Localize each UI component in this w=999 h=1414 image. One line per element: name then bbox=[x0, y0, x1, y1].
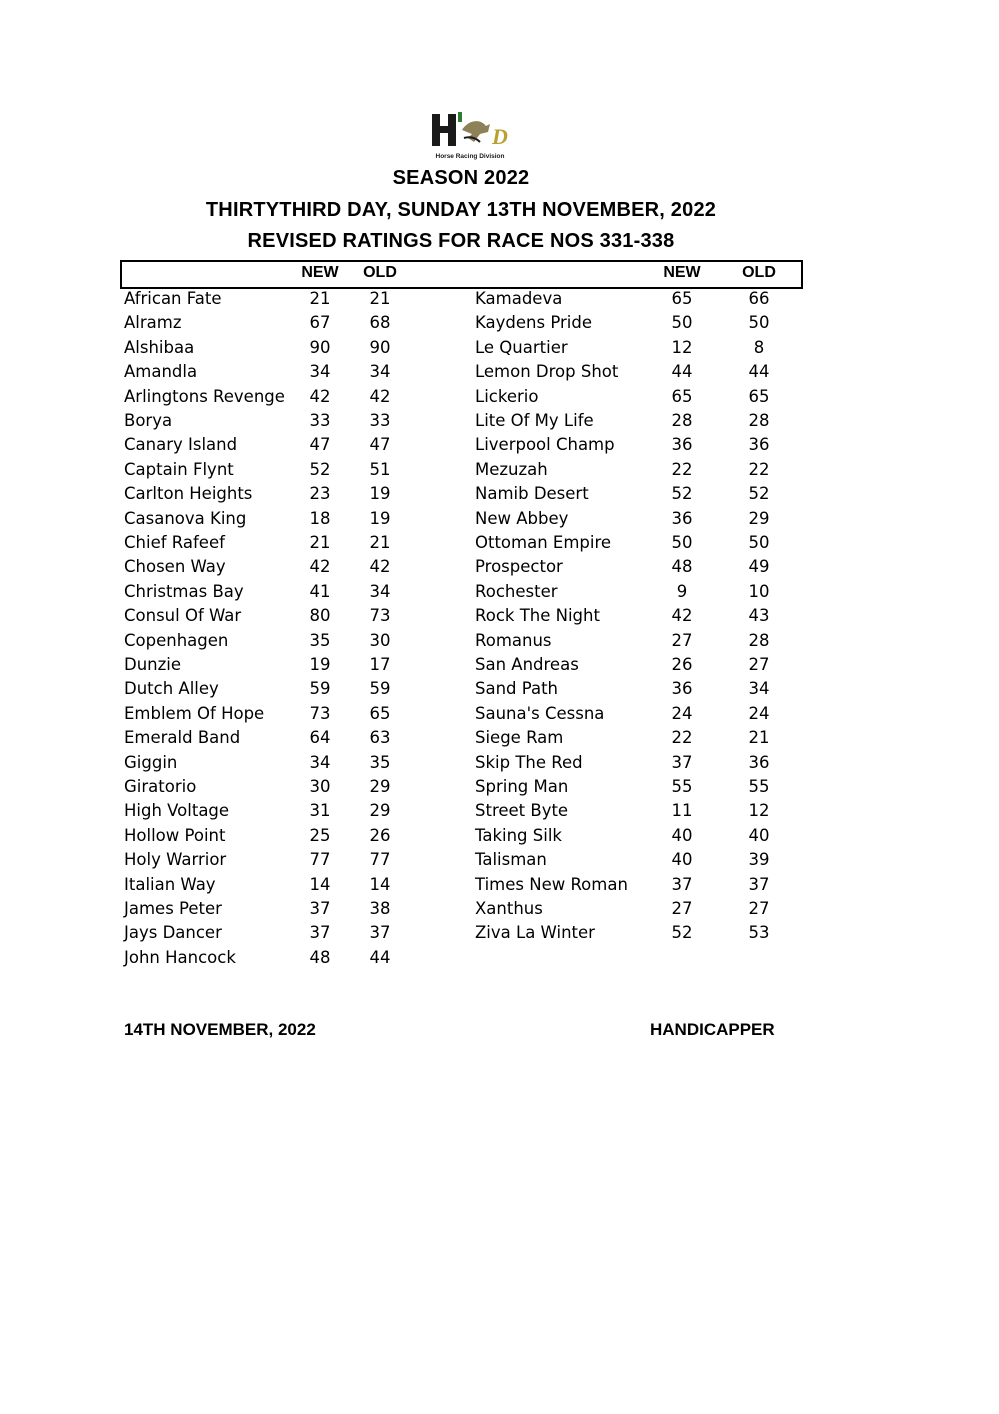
old-rating: 47 bbox=[369, 435, 391, 455]
horse-name: Chief Rafeef bbox=[124, 533, 225, 552]
table-row bbox=[475, 726, 805, 750]
new-rating: 25 bbox=[309, 825, 331, 845]
horse-name: Spring Man bbox=[475, 777, 569, 796]
table-row bbox=[124, 799, 454, 823]
new-rating: 48 bbox=[309, 947, 331, 967]
horse-name: Consul Of War bbox=[124, 606, 242, 626]
old-rating: 30 bbox=[369, 630, 391, 650]
horse-name: Le Quartier bbox=[475, 337, 568, 357]
horse-name: Copenhagen bbox=[124, 630, 229, 650]
horse-name: Captain Flynt bbox=[124, 459, 234, 479]
new-rating: 27 bbox=[671, 630, 693, 650]
new-rating: 24 bbox=[671, 703, 693, 723]
table-row bbox=[475, 677, 805, 701]
new-rating: 48 bbox=[671, 557, 693, 577]
table-row bbox=[475, 897, 805, 921]
horse-name: Emerald Band bbox=[124, 728, 241, 748]
new-rating: 21 bbox=[309, 533, 331, 552]
old-rating: 73 bbox=[369, 606, 391, 626]
old-rating: 90 bbox=[369, 337, 391, 357]
horse-name: Xanthus bbox=[475, 899, 543, 918]
old-rating: 55 bbox=[748, 777, 770, 796]
new-rating: 19 bbox=[309, 655, 331, 674]
horse-name: Carlton Heights bbox=[124, 484, 253, 504]
old-rating: 21 bbox=[369, 533, 391, 552]
old-rating: 12 bbox=[748, 801, 770, 821]
new-rating: 35 bbox=[309, 630, 331, 650]
right-new-header: NEW bbox=[663, 264, 701, 281]
table-row bbox=[124, 824, 454, 848]
horse-name: San Andreas bbox=[475, 655, 579, 674]
new-rating: 42 bbox=[309, 386, 331, 406]
table-row bbox=[475, 531, 805, 555]
table-row bbox=[475, 409, 805, 433]
logo-caption: Horse Racing Division bbox=[435, 153, 505, 160]
table-row bbox=[124, 677, 454, 701]
new-rating: 36 bbox=[671, 508, 693, 528]
old-rating: 38 bbox=[369, 899, 391, 918]
old-rating: 44 bbox=[369, 947, 391, 967]
old-rating: 63 bbox=[369, 728, 391, 748]
horse-name: Alshibaa bbox=[124, 337, 195, 357]
table-row bbox=[124, 311, 454, 335]
new-rating: 37 bbox=[671, 752, 693, 772]
table-row bbox=[475, 580, 805, 604]
table-row bbox=[124, 385, 454, 409]
old-rating: 49 bbox=[748, 557, 770, 577]
horse-name: Holy Warrior bbox=[124, 850, 227, 870]
horse-name: Liverpool Champ bbox=[475, 435, 615, 455]
table-row bbox=[124, 360, 454, 384]
horse-name: Rock The Night bbox=[475, 606, 600, 626]
old-rating: 33 bbox=[369, 411, 391, 430]
horse-name: Giratorio bbox=[124, 777, 197, 796]
old-rating: 40 bbox=[748, 825, 770, 845]
old-rating: 65 bbox=[369, 703, 391, 723]
horse-name: Dunzie bbox=[124, 655, 182, 674]
horse-name: Rochester bbox=[475, 581, 558, 601]
table-row bbox=[124, 287, 454, 311]
table-row bbox=[124, 507, 454, 531]
new-rating: 80 bbox=[309, 606, 331, 626]
new-rating: 18 bbox=[309, 508, 331, 528]
table-row bbox=[475, 751, 805, 775]
new-rating: 21 bbox=[309, 289, 331, 308]
table-row bbox=[124, 702, 454, 726]
old-rating: 29 bbox=[369, 777, 391, 796]
table-row bbox=[124, 751, 454, 775]
new-rating: 36 bbox=[671, 435, 693, 455]
table-row bbox=[475, 702, 805, 726]
old-rating: 14 bbox=[369, 874, 391, 894]
horse-name: Lickerio bbox=[475, 386, 539, 406]
table-row bbox=[124, 921, 454, 945]
new-rating: 52 bbox=[671, 923, 693, 943]
horse-name: Lemon Drop Shot bbox=[475, 362, 619, 382]
table-row bbox=[475, 653, 805, 677]
table-row bbox=[475, 433, 805, 457]
new-rating: 42 bbox=[671, 606, 693, 626]
new-rating: 34 bbox=[309, 362, 331, 382]
horse-name: New Abbey bbox=[475, 508, 569, 528]
new-rating: 44 bbox=[671, 362, 693, 382]
old-rating: 59 bbox=[369, 679, 391, 699]
table-row bbox=[475, 775, 805, 799]
table-row bbox=[124, 726, 454, 750]
horse-name: Ziva La Winter bbox=[475, 923, 595, 943]
horse-name: Canary Island bbox=[124, 435, 238, 455]
table-row bbox=[475, 873, 805, 897]
table-row bbox=[124, 629, 454, 653]
horse-name: Italian Way bbox=[124, 874, 216, 894]
table-row bbox=[475, 458, 805, 482]
horse-name: Dutch Alley bbox=[124, 679, 219, 699]
new-rating: 67 bbox=[309, 313, 331, 333]
table-row bbox=[124, 848, 454, 872]
horse-name: Borya bbox=[124, 411, 173, 430]
table-row bbox=[124, 433, 454, 457]
new-rating: 34 bbox=[309, 752, 331, 772]
horse-name: Arlingtons Revenge bbox=[124, 386, 285, 406]
table-row bbox=[124, 580, 454, 604]
new-rating: 36 bbox=[671, 679, 693, 699]
old-rating: 43 bbox=[748, 606, 770, 626]
new-rating: 50 bbox=[671, 313, 693, 333]
horse-name: John Hancock bbox=[124, 947, 236, 967]
horse-name: Amandla bbox=[124, 362, 198, 382]
new-rating: 31 bbox=[309, 801, 331, 821]
old-rating: 36 bbox=[748, 435, 770, 455]
new-rating: 22 bbox=[671, 728, 693, 748]
horse-name: Romanus bbox=[475, 630, 552, 650]
horse-name: Sand Path bbox=[475, 679, 559, 699]
table-row bbox=[124, 653, 454, 677]
race-day-title: THIRTYTHIRD DAY, SUNDAY 13TH NOVEMBER, 2022 bbox=[205, 199, 717, 221]
new-rating: 14 bbox=[309, 874, 331, 894]
table-row bbox=[475, 604, 805, 628]
table-row bbox=[124, 604, 454, 628]
new-rating: 37 bbox=[309, 923, 331, 943]
left-old-header: OLD bbox=[363, 264, 397, 281]
new-rating: 65 bbox=[671, 289, 693, 308]
horse-name: Kamadeva bbox=[475, 289, 563, 308]
old-rating: 68 bbox=[369, 313, 391, 333]
old-rating: 36 bbox=[748, 752, 770, 772]
new-rating: 90 bbox=[309, 337, 331, 357]
season-title: SEASON 2022 bbox=[392, 167, 530, 189]
new-rating: 77 bbox=[309, 850, 331, 870]
new-rating: 64 bbox=[309, 728, 331, 748]
old-rating: 37 bbox=[748, 874, 770, 894]
footer-date: 14TH NOVEMBER, 2022 bbox=[124, 1020, 316, 1039]
horse-name: Street Byte bbox=[475, 801, 569, 821]
old-rating: 22 bbox=[748, 459, 770, 479]
table-row bbox=[124, 555, 454, 579]
table-row bbox=[475, 799, 805, 823]
left-new-header: NEW bbox=[301, 264, 339, 281]
table-row bbox=[475, 848, 805, 872]
new-rating: 59 bbox=[309, 679, 331, 699]
old-rating: 50 bbox=[748, 533, 770, 552]
table-row bbox=[475, 824, 805, 848]
new-rating: 40 bbox=[671, 850, 693, 870]
new-rating: 9 bbox=[676, 581, 688, 601]
horse-name: Hollow Point bbox=[124, 825, 226, 845]
old-rating: 19 bbox=[369, 484, 391, 504]
horse-name: Giggin bbox=[124, 752, 178, 772]
old-rating: 77 bbox=[369, 850, 391, 870]
new-rating: 33 bbox=[309, 411, 331, 430]
old-rating: 51 bbox=[369, 459, 391, 479]
old-rating: 21 bbox=[369, 289, 391, 308]
horse-name: Sauna's Cessna bbox=[475, 703, 605, 723]
horse-name: Kaydens Pride bbox=[475, 313, 592, 333]
horse-name: Skip The Red bbox=[475, 752, 583, 772]
horse-name: High Voltage bbox=[124, 801, 230, 821]
new-rating: 47 bbox=[309, 435, 331, 455]
old-rating: 37 bbox=[369, 923, 391, 943]
old-rating: 52 bbox=[748, 484, 770, 504]
table-row bbox=[475, 287, 805, 311]
old-rating: 34 bbox=[748, 679, 770, 699]
new-rating: 40 bbox=[671, 825, 693, 845]
horse-name: Times New Roman bbox=[475, 874, 628, 894]
new-rating: 52 bbox=[671, 484, 693, 504]
old-rating: 26 bbox=[369, 825, 391, 845]
new-rating: 55 bbox=[671, 777, 693, 796]
table-row bbox=[475, 629, 805, 653]
right-old-header: OLD bbox=[742, 264, 776, 281]
table-row bbox=[475, 555, 805, 579]
new-rating: 37 bbox=[309, 899, 331, 918]
horse-name: Jays Dancer bbox=[124, 923, 222, 943]
table-row bbox=[124, 775, 454, 799]
footer-signature: HANDICAPPER bbox=[650, 1020, 775, 1039]
old-rating: 28 bbox=[748, 630, 770, 650]
old-rating: 50 bbox=[748, 313, 770, 333]
old-rating: 17 bbox=[369, 655, 391, 674]
new-rating: 41 bbox=[309, 581, 331, 601]
new-rating: 11 bbox=[671, 801, 693, 821]
old-rating: 28 bbox=[748, 411, 770, 430]
table-row bbox=[475, 311, 805, 335]
old-rating: 8 bbox=[753, 337, 765, 357]
new-rating: 12 bbox=[671, 337, 693, 357]
table-row bbox=[124, 409, 454, 433]
table-row bbox=[475, 385, 805, 409]
new-rating: 27 bbox=[671, 899, 693, 918]
old-rating: 24 bbox=[748, 703, 770, 723]
ratings-subtitle: REVISED RATINGS FOR RACE NOS 331-338 bbox=[247, 230, 675, 252]
old-rating: 34 bbox=[369, 362, 391, 382]
svg-text:D: D bbox=[492, 124, 508, 149]
table-row bbox=[475, 482, 805, 506]
horse-name: Taking Silk bbox=[475, 825, 562, 845]
table-row bbox=[124, 946, 454, 970]
horse-name: Emblem Of Hope bbox=[124, 703, 265, 723]
table-row bbox=[124, 482, 454, 506]
old-rating: 39 bbox=[748, 850, 770, 870]
horse-name: Christmas Bay bbox=[124, 581, 244, 601]
table-row bbox=[124, 873, 454, 897]
table-row bbox=[124, 531, 454, 555]
old-rating: 29 bbox=[748, 508, 770, 528]
old-rating: 44 bbox=[748, 362, 770, 382]
table-row bbox=[475, 921, 805, 945]
old-rating: 65 bbox=[748, 386, 770, 406]
horse-name: Casanova King bbox=[124, 508, 247, 528]
horse-name: Siege Ram bbox=[475, 728, 564, 748]
horse-name: James Peter bbox=[124, 899, 222, 918]
horse-name: Chosen Way bbox=[124, 557, 226, 577]
horse-name: Mezuzah bbox=[475, 459, 548, 479]
old-rating: 42 bbox=[369, 557, 391, 577]
new-rating: 65 bbox=[671, 386, 693, 406]
table-row bbox=[124, 336, 454, 360]
new-rating: 42 bbox=[309, 557, 331, 577]
old-rating: 29 bbox=[369, 801, 391, 821]
old-rating: 66 bbox=[748, 289, 770, 308]
old-rating: 19 bbox=[369, 508, 391, 528]
old-rating: 34 bbox=[369, 581, 391, 601]
horse-name: Talisman bbox=[475, 850, 547, 870]
table-row bbox=[124, 458, 454, 482]
horse-name: African Fate bbox=[124, 289, 222, 308]
new-rating: 52 bbox=[309, 459, 331, 479]
old-rating: 21 bbox=[748, 728, 770, 748]
horse-name: Ottoman Empire bbox=[475, 533, 612, 552]
horse-name: Lite Of My Life bbox=[475, 411, 594, 430]
new-rating: 37 bbox=[671, 874, 693, 894]
table-row bbox=[475, 507, 805, 531]
new-rating: 22 bbox=[671, 459, 693, 479]
new-rating: 23 bbox=[309, 484, 331, 504]
horse-name: Alramz bbox=[124, 313, 182, 333]
old-rating: 53 bbox=[748, 923, 770, 943]
table-row bbox=[475, 360, 805, 384]
horse-name: Prospector bbox=[475, 557, 563, 577]
table-row bbox=[124, 897, 454, 921]
new-rating: 50 bbox=[671, 533, 693, 552]
new-rating: 28 bbox=[671, 411, 693, 430]
horse-name: Namib Desert bbox=[475, 484, 589, 504]
old-rating: 27 bbox=[748, 899, 770, 918]
old-rating: 42 bbox=[369, 386, 391, 406]
new-rating: 26 bbox=[671, 655, 693, 674]
old-rating: 35 bbox=[369, 752, 391, 772]
new-rating: 73 bbox=[309, 703, 331, 723]
old-rating: 27 bbox=[748, 655, 770, 674]
table-row bbox=[475, 336, 805, 360]
new-rating: 30 bbox=[309, 777, 331, 796]
hrd-logo bbox=[424, 108, 516, 164]
old-rating: 10 bbox=[748, 581, 770, 601]
